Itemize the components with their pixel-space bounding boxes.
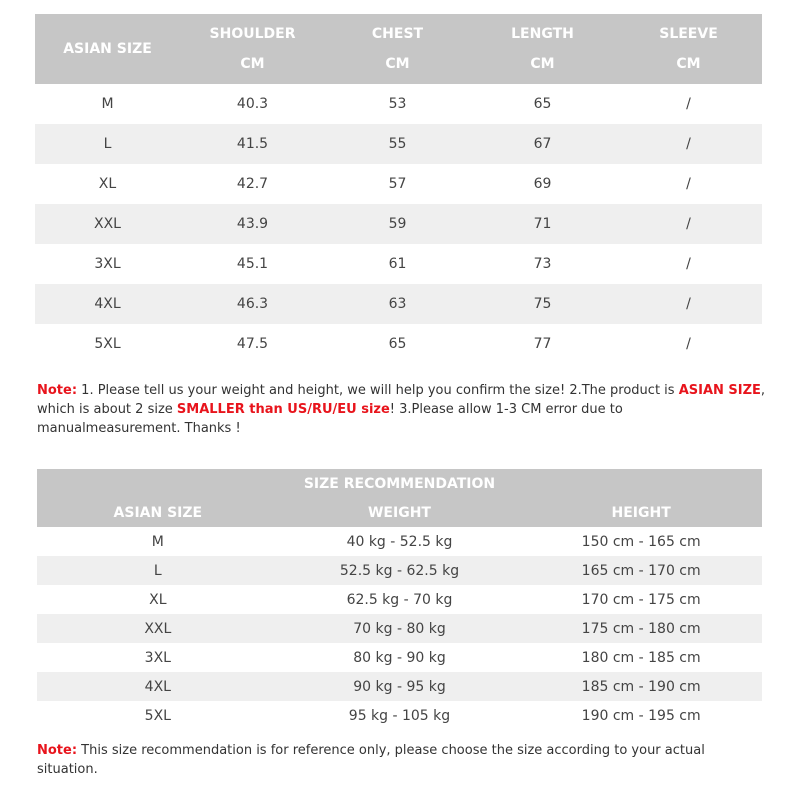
- table-cell: 71: [470, 204, 615, 244]
- table-cell: 3XL: [94, 256, 121, 272]
- table-row: [35, 124, 762, 164]
- header-weight: WEIGHT: [279, 498, 521, 527]
- note-asian-size: ASIAN SIZE: [678, 383, 761, 398]
- table-cell: 90 kg - 95 kg: [279, 672, 521, 701]
- table-row: [35, 284, 762, 324]
- header-label: CHEST: [371, 26, 424, 42]
- table-cell: 52.5 kg - 62.5 kg: [279, 556, 521, 585]
- header-sleeve: [615, 14, 762, 84]
- table-cell: /: [686, 96, 691, 112]
- note-label: Note:: [37, 743, 78, 758]
- table-cell: /: [686, 176, 691, 192]
- recommendation-header-row: [37, 498, 762, 527]
- header-unit: CM: [240, 56, 265, 72]
- table-cell: 53: [388, 96, 407, 112]
- table-cell: L: [35, 124, 180, 164]
- table-cell: 63: [325, 284, 470, 324]
- table-cell: M: [151, 533, 164, 550]
- table-cell: 5XL: [94, 336, 121, 352]
- table-cell: 77: [533, 336, 552, 352]
- table-cell: 43.9: [180, 204, 325, 244]
- table-cell: 59: [325, 204, 470, 244]
- table-cell: 61: [388, 256, 407, 272]
- table-cell: /: [686, 336, 691, 352]
- table-cell: 4XL: [35, 284, 180, 324]
- size-chart-table: [35, 14, 762, 364]
- table-cell: 57: [388, 176, 407, 192]
- table-cell: 75: [470, 284, 615, 324]
- header-label: SHOULDER: [209, 26, 296, 42]
- header-unit: CM: [385, 56, 410, 72]
- table-cell: 42.7: [236, 176, 269, 192]
- table-cell: XXL: [37, 614, 279, 643]
- note-text: , which is about 2 size: [37, 383, 766, 417]
- table-cell: 47.5: [236, 336, 269, 352]
- table-cell: 40.3: [236, 96, 269, 112]
- table-cell: 150 cm - 165 cm: [581, 533, 701, 550]
- table-cell: 73: [533, 256, 552, 272]
- table-row: [37, 614, 762, 643]
- table-cell: 3XL: [144, 649, 171, 666]
- table-cell: 175 cm - 180 cm: [520, 614, 762, 643]
- table-cell: 65: [533, 96, 552, 112]
- note-text: 1. Please tell us your weight and height, we will help you confirm the size! 2.The product is: [77, 383, 679, 398]
- header-unit: CM: [530, 56, 555, 72]
- table-row: [37, 527, 762, 556]
- table-cell: XL: [98, 176, 117, 192]
- table-cell: 69: [533, 176, 552, 192]
- header-height: HEIGHT: [520, 498, 762, 527]
- header-length: [470, 14, 615, 84]
- header-chest: [325, 14, 470, 84]
- table-cell: 185 cm - 190 cm: [520, 672, 762, 701]
- table-cell: 62.5 kg - 70 kg: [346, 591, 453, 608]
- header-asian-size: ASIAN SIZE: [37, 498, 279, 527]
- table-row: [35, 244, 762, 284]
- table-cell: /: [615, 204, 762, 244]
- note-smaller-warning: SMALLER than US/RU/EU size: [176, 402, 390, 417]
- table-cell: 67: [470, 124, 615, 164]
- table-row: [35, 204, 762, 244]
- header-label: SLEEVE: [659, 26, 718, 42]
- note-text: ! 3.Please allow 1-3 CM error due to manualmeasurement. Thanks !: [37, 402, 623, 436]
- table-row: [35, 84, 762, 124]
- table-cell: 46.3: [180, 284, 325, 324]
- header-unit: CM: [676, 56, 701, 72]
- table-row: [37, 643, 762, 672]
- table-row: [35, 164, 762, 204]
- table-cell: 70 kg - 80 kg: [279, 614, 521, 643]
- table-cell: 95 kg - 105 kg: [348, 707, 451, 724]
- table-cell: 180 cm - 185 cm: [581, 649, 701, 666]
- table-cell: /: [686, 256, 691, 272]
- table-row: [37, 556, 762, 585]
- header-label: LENGTH: [511, 26, 574, 42]
- table-cell: 65: [388, 336, 407, 352]
- note-label: Note:: [37, 383, 78, 398]
- header-shoulder: [180, 14, 325, 84]
- table-row: [37, 585, 762, 614]
- note-text: This size recommendation is for reference only, please choose the size according to your actual situation.: [37, 743, 705, 777]
- header-asian-size: [35, 14, 180, 84]
- table-cell: 40 kg - 52.5 kg: [346, 533, 453, 550]
- size-recommendation-table: [37, 469, 762, 730]
- size-chart-header-row: [35, 14, 762, 84]
- table-cell: 5XL: [144, 707, 171, 724]
- table-cell: 165 cm - 170 cm: [520, 556, 762, 585]
- table-cell: 170 cm - 175 cm: [581, 591, 701, 608]
- table-cell: XXL: [35, 204, 180, 244]
- table-cell: 55: [325, 124, 470, 164]
- table-cell: /: [615, 284, 762, 324]
- table-row: [37, 672, 762, 701]
- recommendation-note: [37, 741, 767, 779]
- table-cell: 190 cm - 195 cm: [581, 707, 701, 724]
- table-cell: L: [37, 556, 279, 585]
- table-cell: XL: [149, 591, 167, 608]
- table-cell: 41.5: [180, 124, 325, 164]
- table-row: [35, 324, 762, 364]
- table-cell: 45.1: [236, 256, 269, 272]
- recommendation-title: SIZE RECOMMENDATION: [37, 469, 762, 498]
- table-cell: /: [615, 124, 762, 164]
- table-cell: 4XL: [37, 672, 279, 701]
- table-cell: 80 kg - 90 kg: [353, 649, 446, 666]
- recommendation-title-row: [37, 469, 762, 498]
- table-row: [37, 701, 762, 730]
- size-note: [37, 381, 767, 438]
- header-label: ASIAN SIZE: [63, 41, 152, 57]
- table-cell: M: [101, 96, 114, 112]
